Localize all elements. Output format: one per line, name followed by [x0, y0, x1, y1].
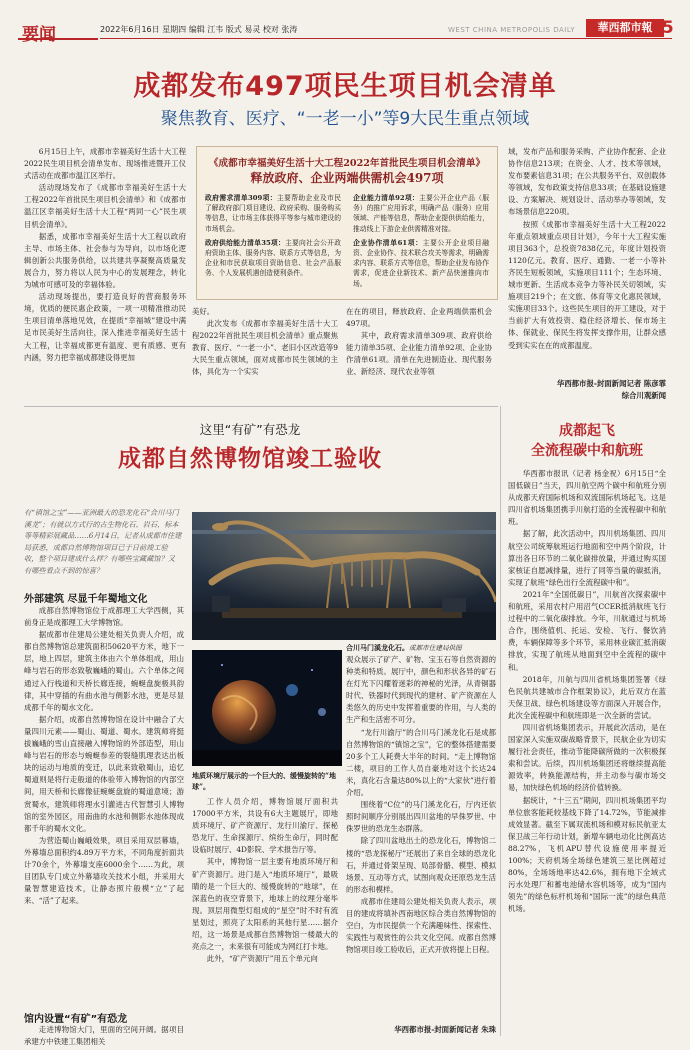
masthead-english: WEST CHINA METROPOLIS DAILY: [448, 26, 576, 34]
paragraph: 活动现场提出，要打造良好的营商服务环境，优质的便民惠企政策，一项一项精准推动民生项目清单落地见效，在提质“幸福城”建设中满足市民美好生活向往，深入推进幸福美好生活十大工程，让幸福成都更有温度、更有质感、更有内涵，努力把幸福成都建设得更加: [24, 292, 186, 362]
paragraph: 此外，“矿产资源厅”用五个单元向: [206, 954, 318, 964]
page-number: 05: [650, 18, 674, 38]
paragraph: 据了解，此次活动中，四川机场集团、四川航空公司统筹航班运行地面和空中两个阶段，计算出各日环节的二氧化碳排放量，并通过购买国家核证自愿减排量，进行了同等当量的碳抵消，实现了航班“绿色出行全流程碳中和”。: [508, 529, 666, 587]
paragraph: 走进博物馆大门，里面的空间开阔。据项目承建方中铁建工集团相关: [24, 1025, 184, 1047]
paragraph: 按照《成都市幸福美好生活十大工程2022年重点领域重点项目计划》，今年十大工程实施项目363个，总投资7838亿元，年度计划投资1120亿元。教育、医疗、通勤、一老一小等补齐民生短板领域，实施项目111个；生态环境、城市更新、生活成本竞争力等补民关切领域，实施项目219个；在文旅、体育等文化惠民领域，实施项目33个。这些民生项目的开工建设，对于当前扩大有效投资、稳住经济增长、保市场主体、保就业、保民生将发挥支撑作用，让群众感受到实实在在的成都温度。: [508, 219, 666, 350]
earth-globe-photo: [192, 650, 342, 766]
paragraph: 为营造蜀山巍峨效果，项目采用双层幕墙，外幕墙总面积约4.89万平方米，不同角度折面共计70余个，外幕墙支座6000余个……为此，项目团队专门成立外幕墙攻关技术小组，并采用大量智慧建造技术，让静态照片般模“立”了起来、“活”了起来。: [24, 835, 184, 906]
info-box-left: [205, 193, 341, 279]
paragraph: 观众展示了矿产、矿物、宝玉石等自然资源的种类和特质。展厅中，颜色和形状各异的矿石在灯光下闪耀着迷彩的神秘的光泽，从青铜器时代、铁器时代到现代的建材、矿产资源在人类悠久的历史中发挥着重要的作用，与人类的生产和生活密不可分。: [346, 655, 496, 725]
article2-intro: 有“镇馆之宝”——亚洲最大的恐龙化石“合川马门溪龙”；有就以方式行的古生物化石、岩石、标本等等精彩展藏品……6月14日，记者从成都市住建局获悉，成都自然博物馆项目已于日前竣工验收，整个项目建成什么样？有哪些宝藏藏馆？又有哪些看点不到的惊喜？: [24, 508, 182, 575]
article2-kicker: 这里“有矿”有恐龙: [199, 422, 301, 437]
article1-column-2: [192, 306, 338, 379]
paragraph: 2021年“全国低碳日”，川航首次探索碳中和航班，采用农村户用沼气CCER抵消航班飞行过程中的二氧化碳排放。今年，川航通过与机场合作，围绕值机、托运、安检、飞行、餐饮消费，车辆保障等多个环节，采用林业碳汇抵消碳排放，实现了航班从地面到空中全流程的碳中和。: [508, 589, 666, 672]
divider: [24, 406, 498, 407]
paragraph: 据统计，“十三五”期间，四川机场集团平均单位旅客能耗较基线下降了14.72%，节能减排成效显著。截至下属双流机场和模对标民航亚太保卫战三年行动计划，新增车辆电动化比例高达88.27%，飞机APU替代设施使用率提近100%；天府机场全场绿色建筑三星比例超过80%，全场场地率达42.6%，拥有地下全域式污水处理厂和蓄电池储水容机场等，成为“国内领先”的绿色标杆机场和“国际一流”的绿色典范机场。: [508, 795, 666, 914]
paragraph: 工作人员介绍，博物馆展厅面积共17000平方米，共设有6大主题展厅，即地质环境厅、矿产资源厅、龙行川渝厅、探秘恐龙厅、生命探源厅、缤纷生命厅，同时配设临时展厅、4D影院、学术报告厅等。: [192, 797, 338, 855]
info-box-title: 《成都市幸福美好生活十大工程2022年首批民生项目机会清单》: [208, 158, 486, 169]
article1-credit: 华西都市报-封面新闻记者 陈彦霏 综合川观新闻: [556, 379, 666, 400]
photo2-caption: 地质环境厅展示的一个巨大的、缓慢旋转的“地球”。: [192, 771, 337, 791]
photo1-caption-block: [346, 642, 496, 654]
article2-column-3: [346, 654, 496, 956]
info-box-right: [353, 193, 489, 289]
photo-credit: 成都市住建局供图: [409, 644, 462, 652]
dinosaur-skeleton-illustration: [192, 512, 496, 640]
subsection-heading: 馆内设置“有矿”有恐龙: [24, 1014, 128, 1025]
paragraph: 此次发布《成都市幸福美好生活十大工程2022年首批民生项目机会清单》重点聚焦教育、医疗、“一老一小”、老旧小区改造等9大民生重点领域，面对成都市民生领域的主体，具化为一个实实: [192, 319, 338, 377]
paragraph: 域，发布产品和服务采购、产业协作配套、企业协作信息213项；在资金、人才、技术等领域，发布要素信息31项；在公共服务平台、双创载体等领域，发布政策支持信息33项；在基础设施建设、方案解决、规划设计、活动举办等领域，发布场景信息220项。: [508, 147, 666, 217]
paragraph: 活动现场发布了《成都市幸福美好生活十大工程2022年首批民生项目机会清单》和《成都市温江区幸福美好生活十大工程“两同一心”民生项目机会清单》。: [24, 183, 186, 229]
paragraph: 在在的项目，释放政府、企业两端供需机会497项。: [346, 307, 492, 329]
column-divider: [500, 406, 501, 1036]
paragraph: 华西都市报讯（记者 杨金祝）6月15日“全国低碳日”当天，四川航空两个碳中和航班分别从成都天府国际机场和双流国际机场起飞。这是四川省机场集团携手川航打造的全流程碳中和航班。: [508, 469, 666, 527]
article3-headline-line1: 成都起飞: [559, 423, 615, 439]
paragraph: 其中，博物馆一层主要有地质环境厅和矿产资源厅。进门是入“地质环境厅”，最吸睛的是一个巨大的、缓慢旋转的“地球”，在深蓝色的夜空背景下，地球上的纹理分毫毕现。顶层用微型灯组成的“星空”时不时有流星划过，照亮了太阳系的其他行星……据介绍，这一场景是成都自然博物馆一楼最大的亮点之一，未来很有可能成为网红打卡地。: [192, 857, 338, 952]
info-box-headline: 释放政府、企业两端供需机会497项: [250, 171, 444, 185]
info-item: 企业能力清单92项：主要公开企业产品（服务）的推广应用诉求，明确产品（服务）应用领域、产能等信息，帮助企业提供供给能力，推动线上下游企业供需精准对接。: [353, 194, 489, 233]
globe-illustration: [192, 650, 342, 766]
paragraph: 据成都市住建局公建处相关负责人介绍，成都自然博物馆总建筑面积50620平方米，地下一层，地上四层，建筑主体由六个单体组成，用山峰与岩石的形态致敬巍峨的蜀山。六个单体之间通过入行栈道和天桥长廊连接，蜿蜒盘旋极具韵律，其中穿插的有曲水池与侧影水池，更是尽显成都千年的蜀水文化。: [24, 630, 184, 712]
article2-credit: 华西都市报-封面新闻记者 朱珠: [394, 1025, 496, 1034]
paragraph: 成都市住建局公建处相关负责人表示，项目的建成将填补西南地区综合类自然博物馆的空白，为市民提供一个充满趣味性、探索性、实践性与观赏性的公共文化空间。成都自然博物馆项目竣工验收后，正式开放将提上日程。: [346, 896, 496, 955]
paragraph: 6月15日上午，成都市幸福美好生活十大工程2022民生项目机会清单发布、现场推进暨开工仪式活动在成都市温江区举行。: [24, 147, 186, 181]
info-item: 政府需求清单309项：主要帮助企业及市民了解政府部门项目建设、政府采购、服务购买等信息，让市场主体获得平等参与城市建设的市场机会。: [205, 194, 341, 233]
article1-column-4: [508, 146, 666, 352]
info-item: 政府供给能力清单35项：主要向社会公开政府资助主体、服务内容、联系方式等信息，为企业和市民获取项目资助信息、社会产品服务、个人发展机遇创造便利条件。: [205, 238, 342, 278]
subsection-heading: 外部建筑 尽显千年蜀地文化: [24, 594, 148, 605]
info-box: [196, 146, 498, 300]
paragraph: 美好。: [192, 307, 215, 316]
subheadline: 聚焦教育、医疗、“一老一小”等9大民生重点领域: [160, 109, 530, 129]
article2-headline: 成都自然博物馆竣工验收: [118, 446, 382, 472]
article3-headline-line2: 全流程碳中和航班: [531, 443, 643, 459]
paragraph: 围绕着“C位”的马门溪龙化石，厅内还依照时间顺序分别展出四川盆地的早侏罗世、中侏罗世的恐龙生态群落。: [346, 800, 496, 834]
paragraph: 其中，政府需求清单309项、政府供给能力清单35项、企业能力清单92项、企业协作清单61项。清单在先进制造业、现代服务业、新经济、现代农业等领: [346, 331, 492, 377]
issue-date-editors: 2022年6月16日 星期四 编辑 江韦 版式 易灵 校对 张涛: [100, 25, 298, 34]
photo-caption: 合川马门溪龙化石。: [346, 643, 409, 652]
paragraph: 除了四川盆地出土的恐龙化石，博物馆二楼的“恐龙探秘厅”还展出了来自全球的恐龙化石，并通过骨架呈现、局部骨骼、模型、模拟场景、互动等方式，试图向观众还原恐龙生活的形态和模样。: [346, 836, 496, 894]
header-rule: [100, 38, 672, 39]
masthead-logo: 華西都市報: [586, 19, 664, 37]
article3-body: [508, 468, 666, 915]
paragraph: 四川省机场集团表示，开展此次活动，是在国家深入实施双碳战略背景下，民航企业为切实履行社会责任，推动节能降碳所做的一次积极探索和尝试。后续，四川机场集团还将继续提高能源效率，转换能源结构，并主动参与碳市场交易，加快绿色机场的经济价值转换。: [508, 722, 666, 793]
paragraph: “龙行川渝厅”的合川马门溪龙化石是成都自然博物馆的“镇馆之宝”，它的整体搭建需要20多个工人耗费大半年的时间。“走上博物馆二楼，项目的工作人员自豪地对这个长达24米，真化石含量达80%以上的“大家伙”进行着介绍。: [346, 727, 496, 798]
paragraph: 成都自然博物馆位于成都理工大学西侧，其前身正是成都理工大学博物馆。: [24, 606, 184, 628]
info-item: 企业协作清单61项：主要公开企业项目融资、企业协作、技术联合攻关等需求，明确需求内容、联系方式等信息，帮助企业发布协作需求，促进企业新技术、新产品快速推向市场。: [353, 238, 489, 288]
dinosaur-fossil-photo: [192, 512, 496, 640]
paragraph: 2018年，川航与四川省机场集团签署《绿色民航共建城市合作框架协议》，此后双方在蓝天保卫战、绿色机场建设等方面深入开展合作，此次全流程碳中和航班即是一次全新的尝试。: [508, 674, 666, 720]
section-label: 要闻: [22, 25, 56, 45]
article2-column-2: [192, 796, 338, 965]
headline: 成都发布497项民生项目机会清单: [133, 71, 557, 102]
article1-column-1: [24, 146, 186, 364]
paragraph: 据悉，成都市幸福美好生活十大工程以政府主导、市场主体、社会参与为导向，以市场化逻辑创新公共服务供给，以共建共享凝聚高质量发展合力，努力将以人民为中心的发展理念，转化为城市可感可及的幸福体验。: [24, 231, 186, 290]
article2-column-1: [24, 605, 184, 907]
article2-column-1b: [24, 1024, 184, 1048]
paragraph: 据介绍，成都自然博物馆在设计中融合了大量四川元素——蜀山、蜀道、蜀水。建筑师将挺拔巍峨的雪山直接融入博物馆的外部造型，用山峰与岩石的形态与蜿蜒参差的裂缝肌理表达出板块的运动与地质的变迁，以此来致敬蜀山，追忆蜀道则是将行走般道的体验带入博物馆的内部空间，用天桥和长廊像征蜿蜒盘旋的蜀道意境；游赏蜀水，建筑师将理水引灌进古代智慧引人博物馆的室外园区，用南曲的水池和侧影水池体现成都千年的蜀水文化。: [24, 714, 184, 833]
article1-column-3: [346, 306, 492, 379]
